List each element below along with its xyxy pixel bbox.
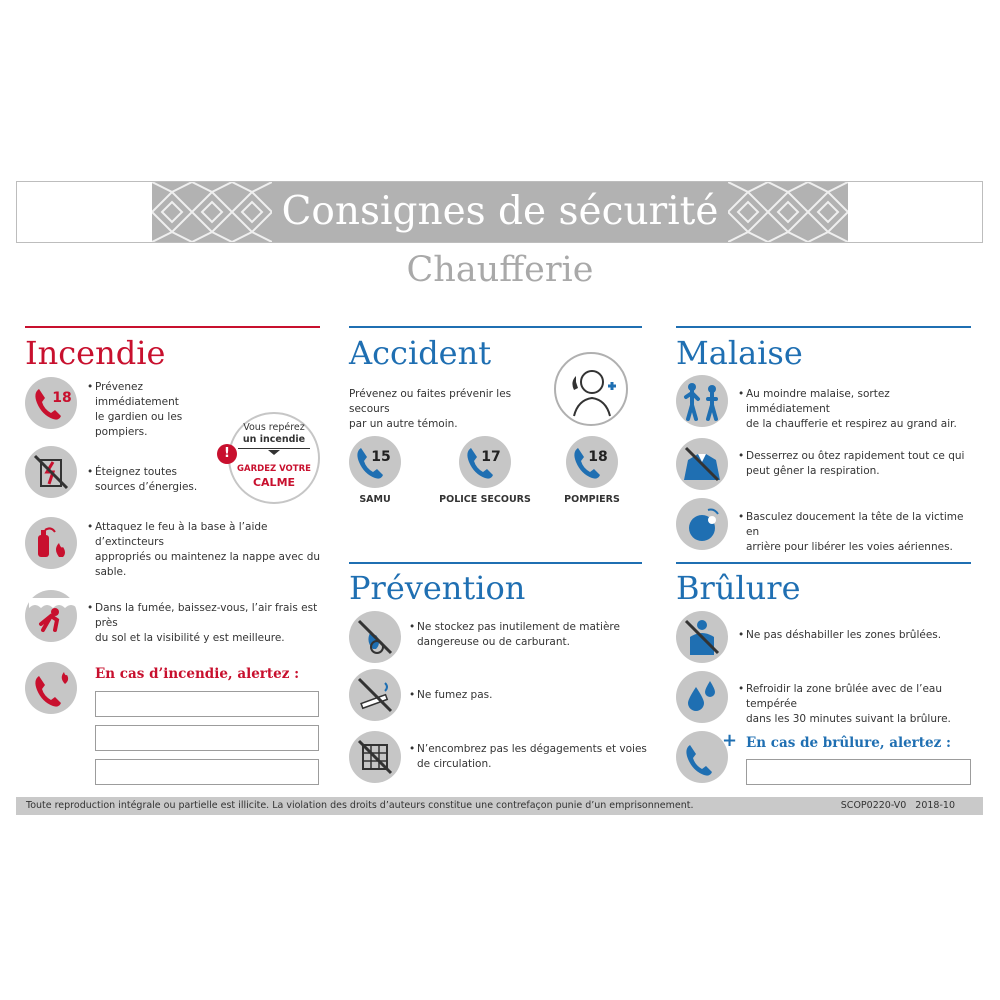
prevention-item-1-text: • Ne stockez pas inutilement de matière dangereuse ou de carburant. [417, 620, 637, 650]
callout-line-2: un incendie [242, 434, 306, 445]
text-line: Refroidir la zone brûlée avec de l’eau tempérée [746, 683, 943, 710]
incendie-item-1-text: • Prévenez immédiatement le gardien ou les pompiers. [95, 380, 235, 440]
page-subtitle: Chaufferie [406, 250, 594, 290]
callout-arrow-icon [268, 450, 280, 455]
text-line: Prévenez ou faites prévenir les secours [349, 388, 512, 415]
text-line: sources d’énergies. [95, 481, 198, 493]
prevention-rule [349, 562, 642, 564]
incendie-alert-field-3[interactable] [95, 759, 319, 785]
text-line: N’encombrez pas les dégagements et voies [417, 743, 647, 755]
text-line: dangereuse ou de carburant. [417, 636, 570, 648]
incendie-alert-field-2[interactable] [95, 725, 319, 751]
smoke-crouch-icon [25, 590, 77, 642]
malaise-title: Malaise [676, 334, 803, 372]
brulure-title: Brûlure [676, 569, 801, 607]
water-drops-icon [676, 671, 728, 723]
text-line: Ne fumez pas. [417, 689, 493, 701]
no-undress-icon [676, 611, 728, 663]
police-label: POLICE SECOURS [439, 494, 531, 505]
incendie-item-2-text: • Éteignez toutes sources d’énergies. [95, 465, 295, 495]
text-line: Basculez doucement la tête de la victime en [746, 511, 964, 538]
police-number: 17 [481, 449, 501, 465]
text-line: de circulation. [417, 758, 492, 770]
text-line: peut gêner la respiration. [746, 465, 880, 477]
malaise-rule [676, 326, 971, 328]
incendie-item-4-text: • Dans la fumée, baissez-vous, l’air frais est près du sol et la visibilité y est meilleure. [95, 601, 330, 646]
extinguisher-icon [25, 517, 77, 569]
malaise-item-2-text: • Desserrez ou ôtez rapidement tout ce qui peut gêner la respiration. [746, 449, 971, 479]
text-line: Ne pas déshabiller les zones brûlées. [746, 629, 942, 641]
text-line: appropriés ou maintenez la nappe avec du [95, 551, 321, 563]
no-smoking-icon [349, 669, 401, 721]
text-line: du sol et la visibilité y est meilleure. [95, 632, 285, 644]
incendie-alert-field-1[interactable] [95, 691, 319, 717]
walking-person-icon [676, 375, 728, 427]
text-line: Ne stockez pas inutilement de matière [417, 621, 620, 633]
phone-18-blue-icon [566, 436, 618, 488]
alert-phone-plus-icon [676, 731, 728, 783]
incendie-alert-label: En cas d’incendie, alertez : [95, 666, 300, 682]
malaise-item-3-text: • Basculez doucement la tête de la victime en arrière pour libérer les voies aériennes. [746, 510, 971, 555]
incendie-title: Incendie [25, 334, 166, 372]
prevention-title: Prévention [349, 569, 526, 607]
brulure-item-2-text: • Refroidir la zone brûlée avec de l’eau tempérée dans les 30 minutes suivant la brûlure. [746, 682, 981, 727]
brulure-alert-label: En cas de brûlure, alertez : [746, 735, 951, 751]
incendie-rule [25, 326, 320, 328]
power-off-icon [25, 446, 77, 498]
phone-15-icon [349, 436, 401, 488]
text-line: Au moindre malaise, sortez immédiatement [746, 388, 890, 415]
callout-divider [238, 448, 310, 449]
brulure-rule [676, 562, 971, 564]
text-line: sable. [95, 566, 127, 578]
prevention-item-3-text: • N’encombrez pas les dégagements et voies de circulation. [409, 743, 647, 770]
callout-line-4: CALME [252, 476, 296, 489]
text-line: Prévenez [95, 381, 143, 393]
text-line: par un autre témoin. [349, 418, 458, 430]
phone-18-icon [25, 377, 77, 429]
callout-line-3: GARDEZ VOTRE [237, 464, 311, 474]
loosen-clothing-icon [676, 438, 728, 490]
pompiers-number: 18 [588, 449, 608, 465]
samu-label: SAMU [359, 494, 391, 505]
text-line: dans les 30 minutes suivant la brûlure. [746, 713, 951, 725]
text-line: immédiatement [95, 396, 179, 408]
accident-title: Accident [349, 334, 492, 372]
exclamation-icon: ! [217, 444, 237, 464]
malaise-item-1-text: • Au moindre malaise, sortez immédiatement de la chaufferie et respirez au grand air. [746, 387, 971, 432]
pompiers-label: POMPIERS [564, 494, 620, 505]
samu-number: 15 [371, 449, 391, 465]
brulure-alert-field[interactable] [746, 759, 971, 785]
callout-line-1: Vous repérez [243, 422, 305, 433]
head-tilt-icon [676, 498, 728, 550]
no-flammable-icon [349, 611, 401, 663]
svg-text:18: 18 [52, 390, 72, 406]
incendie-item-3-text: • Attaquez le feu à la base à l’aide d’extincteurs appropriés ou maintenez la nappe avec du sable. [95, 520, 330, 580]
phone-17-icon [459, 436, 511, 488]
text-line: le gardien ou les pompiers. [95, 411, 183, 438]
plus-icon: + [722, 730, 738, 751]
brulure-item-1-text: • Ne pas déshabiller les zones brûlées. [746, 628, 971, 643]
footer-bar [16, 797, 983, 815]
alert-phone-fire-icon [25, 662, 77, 714]
text-line: de la chaufferie et respirez au grand air. [746, 418, 957, 430]
accident-rule [349, 326, 642, 328]
accident-text [349, 387, 549, 432]
prevention-item-2-text: • Ne fumez pas. [417, 688, 637, 703]
text-line: Desserrez ou ôtez rapidement tout ce qui [746, 450, 965, 462]
text-line: Dans la fumée, baissez-vous, l’air frais est près [95, 602, 318, 629]
footer-copyright: Toute reproduction intégrale ou partielle est illicite. La violation des droits d’auteurs constitue une contrefaçon punie d’un emprisonnement. [26, 800, 694, 811]
text-line: Attaquez le feu à la base à l’aide d’extincteurs [95, 521, 268, 548]
text-line: arrière pour libérer les voies aériennes. [746, 541, 953, 553]
footer-reference: SCOP0220-V0 2018-10 [840, 800, 955, 811]
text-line: Éteignez toutes [95, 466, 178, 478]
doctor-phone-icon [554, 352, 628, 426]
no-obstruction-icon [349, 731, 401, 783]
page-title: Consignes de sécurité [281, 189, 719, 234]
